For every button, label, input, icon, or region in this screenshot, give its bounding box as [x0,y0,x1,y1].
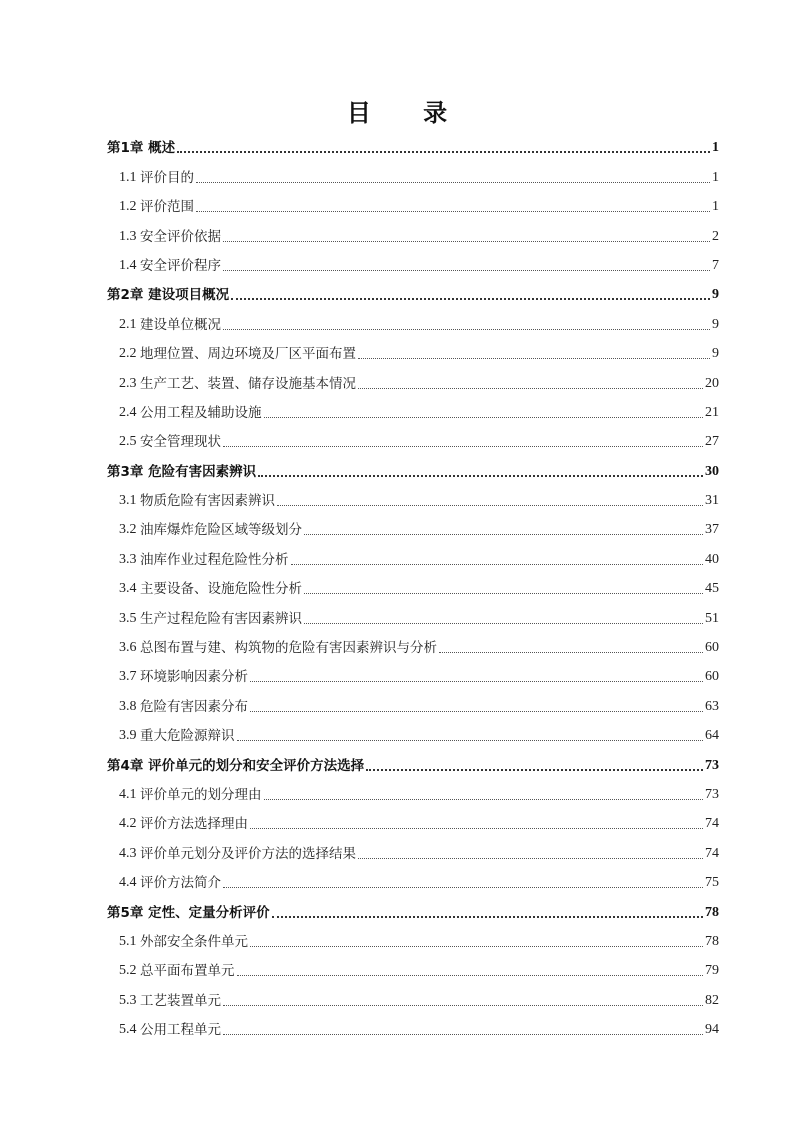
toc-label: 安全评价依据 [140,228,221,245]
toc-page: 27 [705,434,719,450]
dot-leader [223,269,710,271]
toc-section-4-3[interactable] [107,834,719,863]
toc-number: 3.5 [119,610,140,626]
toc-page: 82 [705,992,719,1008]
toc-page: 78 [705,933,719,949]
dot-leader [231,297,710,300]
toc-section-3-7[interactable] [107,658,719,687]
dot-leader [277,504,703,506]
toc-label: 主要设备、设施危险性分析 [140,581,302,598]
toc-label: 安全管理现状 [140,434,221,451]
dot-leader [358,857,703,859]
dot-leader [223,328,710,330]
dot-leader [223,886,703,888]
page-title: 目 录 [346,99,470,127]
toc-number: 第4章 [107,757,149,774]
toc-number: 5.1 [119,933,140,949]
toc-section-1-1[interactable] [107,158,719,187]
toc-section-4-4[interactable] [107,864,719,893]
toc-page: 30 [705,463,719,479]
toc-page: 73 [705,757,719,773]
dot-leader [439,651,703,653]
toc-page: 21 [705,404,719,420]
dot-leader [223,1004,703,1006]
toc-section-4-2[interactable] [107,805,719,834]
toc-section-3-6[interactable] [107,629,719,658]
dot-leader [250,945,703,947]
toc-number: 4.2 [119,816,140,832]
toc-number: 第5章 [107,904,149,921]
toc-label: 建设单位概况 [140,316,221,333]
toc-label: 油库爆炸危险区域等级划分 [140,522,302,539]
dot-leader [223,240,710,242]
toc-section-2-4[interactable] [107,394,719,423]
toc-section-5-3[interactable] [107,981,719,1010]
toc-page: 78 [705,904,719,920]
toc-label: 地理位置、周边环境及厂区平面布置 [140,346,356,363]
toc-label: 评价单元的划分理由 [140,786,262,803]
toc-section-2-5[interactable] [107,423,719,452]
toc-page: 74 [705,816,719,832]
toc-number: 3.4 [119,581,140,597]
toc-page: 1 [712,169,719,185]
toc-label: 总图布置与建、构筑物的危险有害因素辨识与分析 [140,640,437,657]
toc-page: 94 [705,1022,719,1038]
toc-label: 安全评价程序 [140,257,221,274]
toc-number: 2.3 [119,375,140,391]
dot-leader [366,768,703,771]
toc-label: 评价单元的划分和安全评价方法选择 [148,757,365,774]
toc-number: 3.3 [119,551,140,567]
toc-page: 1 [712,140,719,156]
toc-label: 生产工艺、装置、储存设施基本情况 [140,375,356,392]
toc-page: 51 [705,610,719,626]
toc-chapter-1[interactable] [107,129,719,158]
dot-leader [358,357,710,359]
toc-page: 9 [712,287,719,303]
toc-number: 第1章 [107,140,149,157]
toc-section-2-3[interactable] [107,364,719,393]
dot-leader [304,622,703,624]
toc-page: 73 [705,786,719,802]
dot-leader [223,1033,703,1035]
toc-number: 4.1 [119,786,140,802]
toc-number: 2.5 [119,434,140,450]
toc-label: 危险有害因素辨识 [148,463,257,480]
dot-leader [223,445,703,447]
toc-label: 生产过程危险有害因素辨识 [140,610,302,627]
toc-page: 45 [705,581,719,597]
toc-chapter-4[interactable] [107,746,719,775]
dot-leader [177,150,710,153]
toc-page: 60 [705,669,719,685]
toc-number: 1.3 [119,228,140,244]
toc-section-3-1[interactable] [107,482,719,511]
dot-leader [304,592,703,594]
toc-label: 评价单元划分及评价方法的选择结果 [140,845,356,862]
toc-label: 评价范围 [140,199,194,216]
dot-leader [250,710,703,712]
toc-number: 5.3 [119,992,140,1008]
toc-number: 5.4 [119,1022,140,1038]
toc-section-5-1[interactable] [107,923,719,952]
toc-page: 7 [712,257,719,273]
toc-number: 3.9 [119,728,140,744]
dot-leader [196,181,710,183]
toc-page: 75 [705,875,719,891]
toc-number: 第3章 [107,463,149,480]
toc-section-5-4[interactable] [107,1011,719,1040]
toc-chapter-3[interactable] [107,452,719,481]
toc-page: 40 [705,551,719,567]
toc-page: 20 [705,375,719,391]
toc-page: 31 [705,493,719,509]
toc-number: 3.6 [119,640,140,656]
toc-chapter-5[interactable] [107,893,719,922]
toc-page: 9 [712,346,719,362]
toc-number: 第2章 [107,287,149,304]
dot-leader [358,387,703,389]
toc-label: 公用工程及辅助设施 [140,404,262,421]
toc-section-3-9[interactable] [107,717,719,746]
toc-number: 5.2 [119,963,140,979]
toc-label: 评价目的 [140,169,194,186]
toc-number: 1.2 [119,199,140,215]
toc-chapter-2[interactable] [107,276,719,305]
toc-label: 建设项目概况 [148,287,230,304]
toc-label: 评价方法简介 [140,875,221,892]
dot-leader [264,416,704,418]
toc-page: 9 [712,316,719,332]
toc-section-3-3[interactable] [107,540,719,569]
dot-leader [250,680,703,682]
toc-page: 64 [705,728,719,744]
toc-number: 2.2 [119,346,140,362]
toc-section-1-4[interactable] [107,247,719,276]
toc-section-4-1[interactable] [107,776,719,805]
toc-number: 3.2 [119,522,140,538]
toc-label: 环境影响因素分析 [140,669,248,686]
toc-number: 2.4 [119,404,140,420]
toc-label: 定性、定量分析评价 [148,904,270,921]
toc-number: 4.3 [119,845,140,861]
toc-number: 1.4 [119,257,140,273]
dot-leader [196,210,710,212]
toc-label: 工艺装置单元 [140,992,221,1009]
toc-label: 危险有害因素分布 [140,698,248,715]
toc-label: 概述 [148,140,176,157]
toc-section-3-4[interactable] [107,570,719,599]
toc-section-3-2[interactable] [107,511,719,540]
toc-section-1-3[interactable] [107,217,719,246]
dot-leader [304,533,703,535]
toc-label: 物质危险有害因素辨识 [140,493,275,510]
dot-leader [250,827,703,829]
dot-leader [237,739,704,741]
toc-section-3-8[interactable] [107,687,719,716]
toc-label: 油库作业过程危险性分析 [140,551,289,568]
toc-section-2-2[interactable] [107,335,719,364]
toc-section-3-5[interactable] [107,599,719,628]
dot-leader [264,798,704,800]
toc-section-5-2[interactable] [107,952,719,981]
toc-number: 3.8 [119,698,140,714]
toc-section-1-2[interactable] [107,188,719,217]
dot-leader [291,563,704,565]
dot-leader [258,474,703,477]
toc-number: 3.1 [119,493,140,509]
toc-label: 公用工程单元 [140,1022,221,1039]
toc-number: 4.4 [119,875,140,891]
toc-number: 1.1 [119,169,140,185]
toc-number: 3.7 [119,669,140,685]
toc-label: 重大危险源辩识 [140,728,235,745]
toc-label: 评价方法选择理由 [140,816,248,833]
toc-page: 2 [712,228,719,244]
toc-label: 总平面布置单元 [140,963,235,980]
toc-page: 37 [705,522,719,538]
dot-leader [237,974,704,976]
toc-page: 1 [712,199,719,215]
table-of-contents [107,129,719,1040]
toc-page: 63 [705,698,719,714]
toc-page: 60 [705,640,719,656]
toc-section-2-1[interactable] [107,305,719,334]
toc-page: 74 [705,845,719,861]
dot-leader [272,915,703,918]
toc-label: 外部安全条件单元 [140,933,248,950]
toc-page: 79 [705,963,719,979]
toc-number: 2.1 [119,316,140,332]
